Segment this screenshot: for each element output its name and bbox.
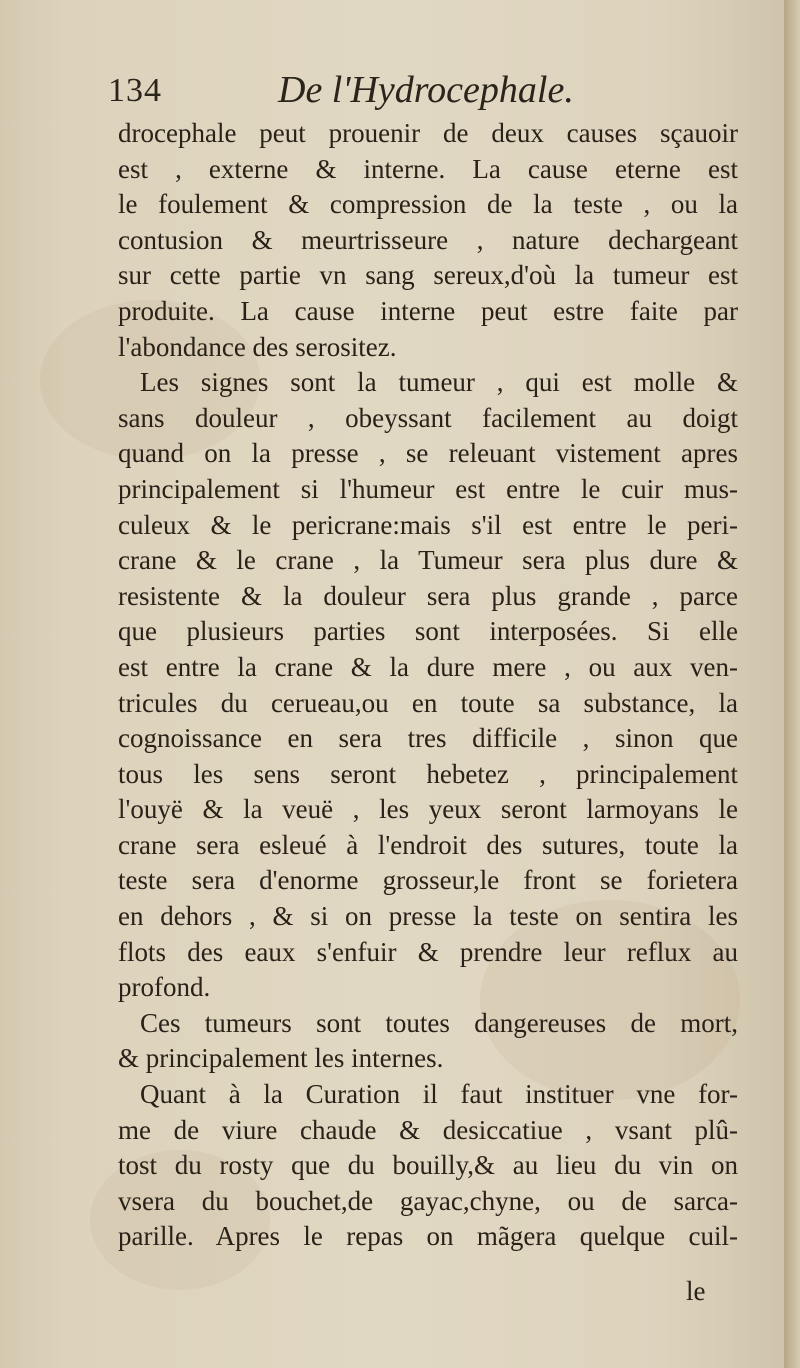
text-line: quand on la presse , se releuant vistement apres bbox=[118, 438, 738, 469]
text-line: culeux & le pericrane:mais s'il est entre le peri- bbox=[118, 509, 738, 540]
text-line: vsera du bouchet,de gayac,chyne, ou de sarca- bbox=[118, 1185, 738, 1216]
text-line: tous les sens seront hebetez , principalement bbox=[118, 758, 738, 789]
catchword: le bbox=[686, 1276, 706, 1306]
text-line: le foulement & compression de la teste , ou la bbox=[118, 189, 738, 220]
text-line: produite. La cause interne peut estre faite par bbox=[118, 295, 738, 326]
text-line: resistente & la douleur sera plus grande , parce bbox=[118, 580, 738, 611]
text-line: en dehors , & si on presse la teste on sentira les bbox=[118, 901, 738, 932]
text-line: Les signes sont la tumeur , qui est molle & bbox=[140, 367, 738, 398]
text-line: principalement si l'humeur est entre le cuir mus- bbox=[118, 473, 738, 504]
body-text bbox=[118, 116, 738, 1255]
page-number: 134 bbox=[108, 72, 162, 109]
text-line: cognoissance en sera tres difficile , sinon que bbox=[118, 723, 738, 754]
text-line: Quant à la Curation il faut instituer vne for- bbox=[140, 1079, 738, 1110]
text-line: flots des eaux s'enfuir & prendre leur reflux au bbox=[118, 936, 738, 967]
text-line: sur cette partie vn sang sereux,d'où la tumeur est bbox=[118, 260, 738, 291]
text-line: drocephale peut prouenir de deux causes sçauoir bbox=[118, 118, 738, 148]
text-line: parille. Apres le repas on mãgera quelque cuil- bbox=[118, 1221, 738, 1252]
text-line: crane & le crane , la Tumeur sera plus dure & bbox=[118, 545, 738, 576]
text-line: tost du rosty que du bouilly,& au lieu du vin on bbox=[118, 1150, 738, 1181]
text-line: & principalement les internes. bbox=[118, 1043, 444, 1074]
text-line: teste sera d'enorme grosseur,le front se forietera bbox=[118, 865, 738, 896]
text-line: profond. bbox=[118, 972, 211, 1003]
text-line: crane sera esleué à l'endroit des sutures, toute la bbox=[118, 829, 738, 860]
text-line: que plusieurs parties sont interposées. Si elle bbox=[118, 616, 738, 647]
text-line: Ces tumeurs sont toutes dangereuses de mort, bbox=[140, 1007, 738, 1038]
text-line: l'ouyë & la veuë , les yeux seront larmoyans le bbox=[118, 794, 738, 825]
page-edge bbox=[784, 0, 800, 1368]
text-line: me de viure chaude & desiccatiue , vsant plû- bbox=[118, 1114, 738, 1145]
text-line: tricules du cerueau,ou en toute sa substance, la bbox=[118, 687, 738, 718]
text-line: est , externe & interne. La cause eterne est bbox=[118, 153, 738, 184]
page-header bbox=[108, 68, 728, 112]
text-line: est entre la crane & la dure mere , ou aux ven- bbox=[118, 651, 738, 682]
text-line: l'abondance des serositez. bbox=[118, 331, 397, 362]
text-line: contusion & meurtrisseure , nature dechargeant bbox=[118, 224, 738, 255]
text-line: sans douleur , obeyssant facilement au doigt bbox=[118, 402, 738, 433]
running-title: De l'Hydrocephale. bbox=[278, 69, 574, 111]
